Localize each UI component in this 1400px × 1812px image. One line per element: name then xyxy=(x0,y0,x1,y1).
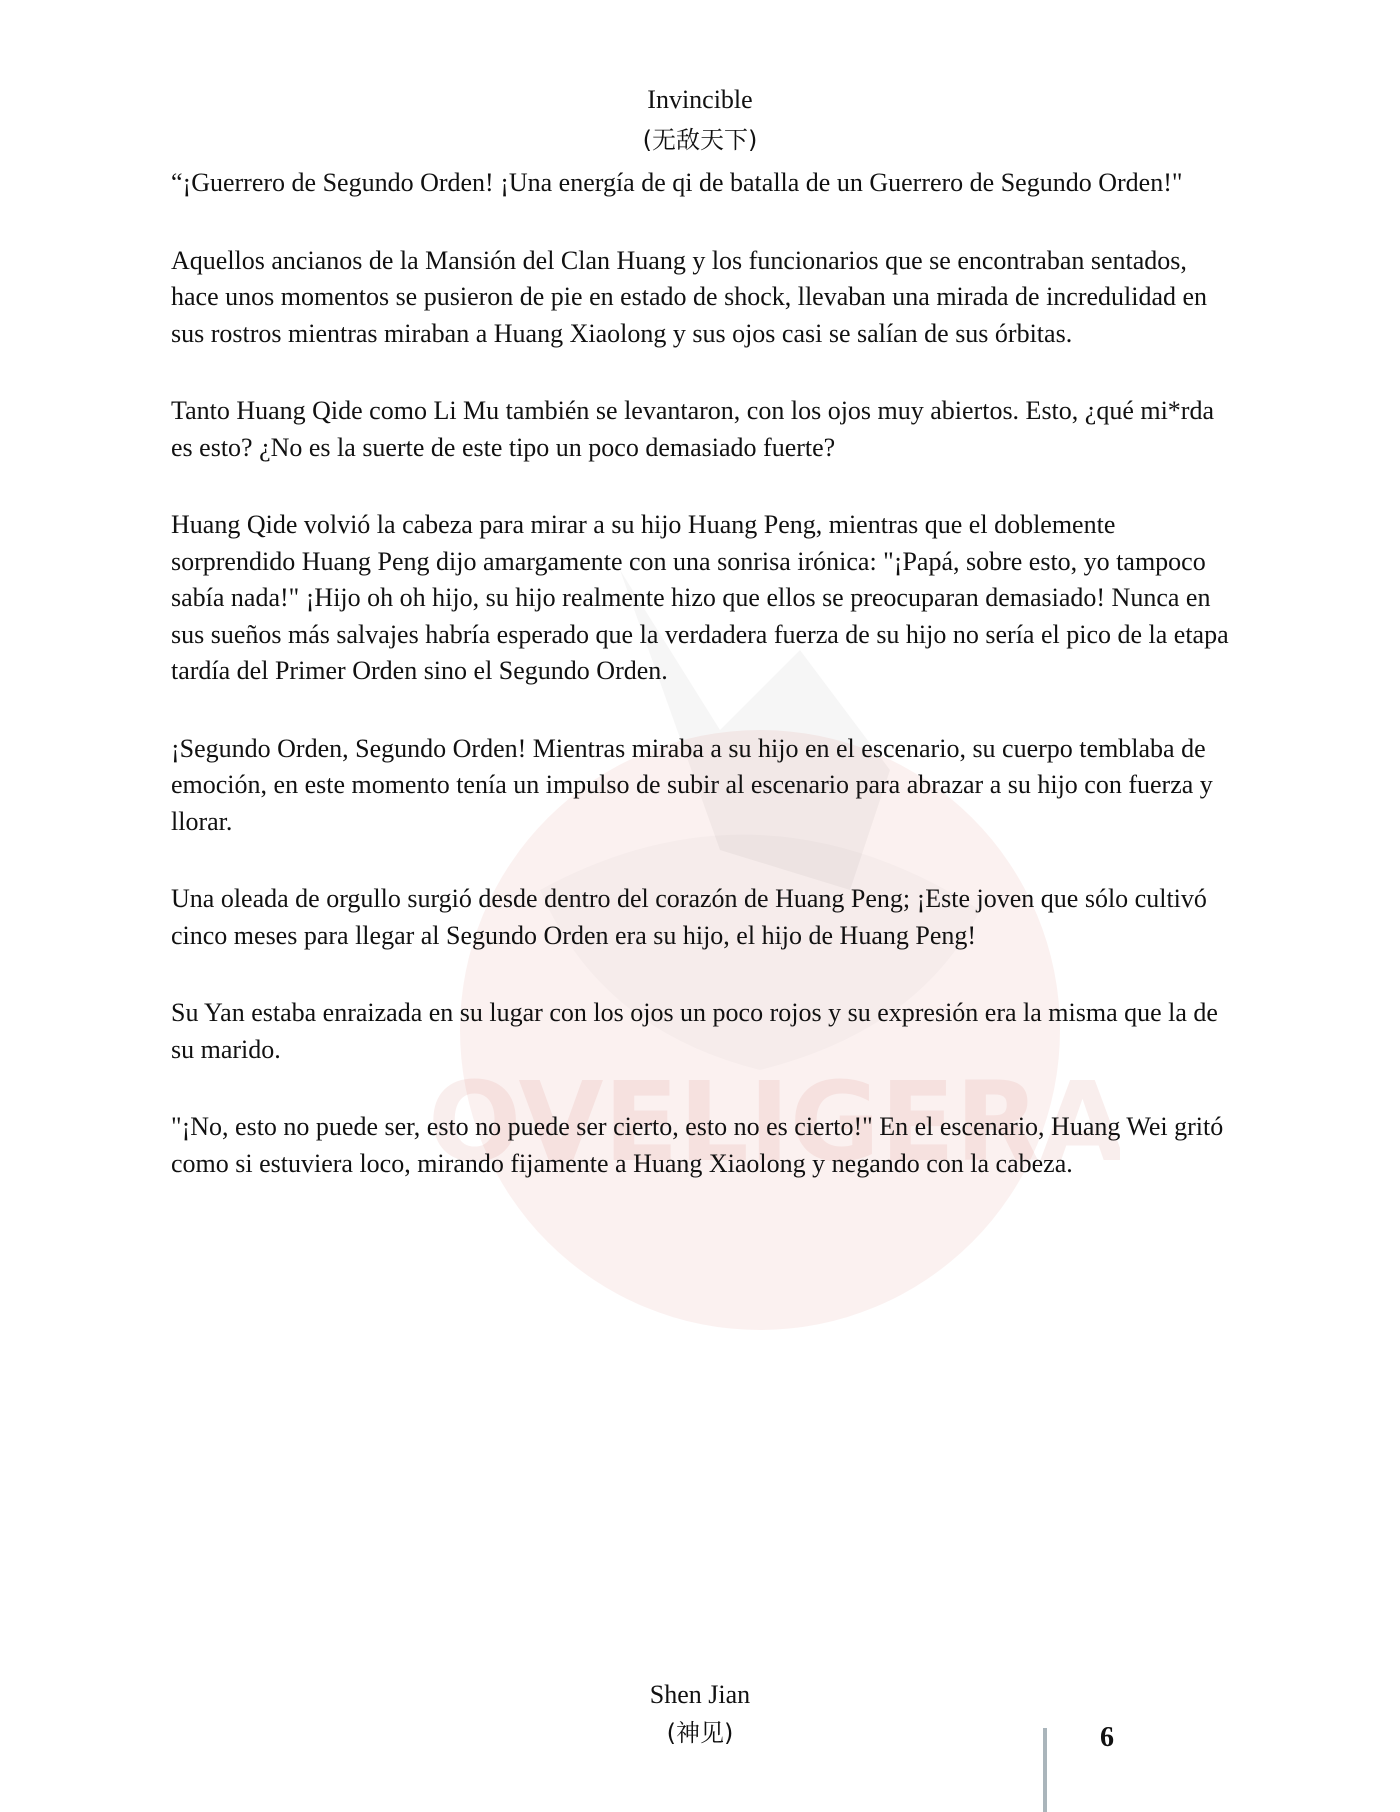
author-name-chinese: (神见) xyxy=(666,1719,734,1747)
paragraph: Una oleada de orgullo surgió desde dentro del corazón de Huang Peng; ¡Este joven que sólo cultivó cinco meses para llegar al Segundo Orden era su hijo, el hijo de Huang Peng! xyxy=(171,884,1207,950)
book-title-chinese: (无敌天下) xyxy=(642,126,758,154)
paragraph: Huang Qide volvió la cabeza para mirar a su hijo Huang Peng, mientras que el doblemente sorprendido Huang Peng dijo amargamente con una sonrisa irónica: "¡Papá, sobre esto, yo tampoco sabía nada!" ¡Hijo oh oh hijo, su hijo realmente hizo que ellos se preocuparan demasiado! Nunca en sus sueños más salvajes habría esperado que la verdadera fuerza de su hijo no sería el pico de la etapa tardía del Primer Orden sino el Segundo Orden. xyxy=(171,510,1229,685)
page-number: 6 xyxy=(1100,1722,1114,1753)
paragraph: "¡No, esto no puede ser, esto no puede ser cierto, esto no es cierto!" En el escenario, Huang Wei gritó como si estuviera loco, mirando fijamente a Huang Xiaolong y negando con la cabeza. xyxy=(171,1112,1224,1178)
author-name: Shen Jian xyxy=(649,1680,751,1709)
paragraph: Su Yan estaba enraizada en su lugar con los ojos un poco rojos y su expresión era la misma que la de su marido. xyxy=(171,998,1218,1064)
paragraph: Tanto Huang Qide como Li Mu también se levantaron, con los ojos muy abiertos. Esto, ¿qué mi*rda es esto? ¿No es la suerte de este tipo un poco demasiado fuerte? xyxy=(171,396,1215,462)
page-header xyxy=(0,80,1400,160)
page-number-divider xyxy=(1043,1728,1047,1812)
book-title: Invincible xyxy=(647,85,753,114)
watermark-text: OVELIGERA xyxy=(427,1058,1120,1186)
paragraph: Aquellos ancianos de la Mansión del Clan Huang y los funcionarios que se encontraban sentados, hace unos momentos se pusieron de pie en estado de shock, llevaban una mirada de incredulidad en sus rostros mientras miraban a Huang Xiaolong y sus ojos casi se salían de sus órbitas. xyxy=(171,245,1208,348)
page-footer xyxy=(0,1676,1400,1752)
paragraph: ¡Segundo Orden, Segundo Orden! Mientras miraba a su hijo en el escenario, su cuerpo temblaba de emoción, en este momento tenía un impulso de subir al escenario para abrazar a su hijo con fuerza y llorar. xyxy=(171,733,1213,836)
chapter-body xyxy=(171,165,1241,1223)
paragraph: “¡Guerrero de Segundo Orden! ¡Una energía de qi de batalla de un Guerrero de Segundo Orden!" xyxy=(171,168,1183,197)
